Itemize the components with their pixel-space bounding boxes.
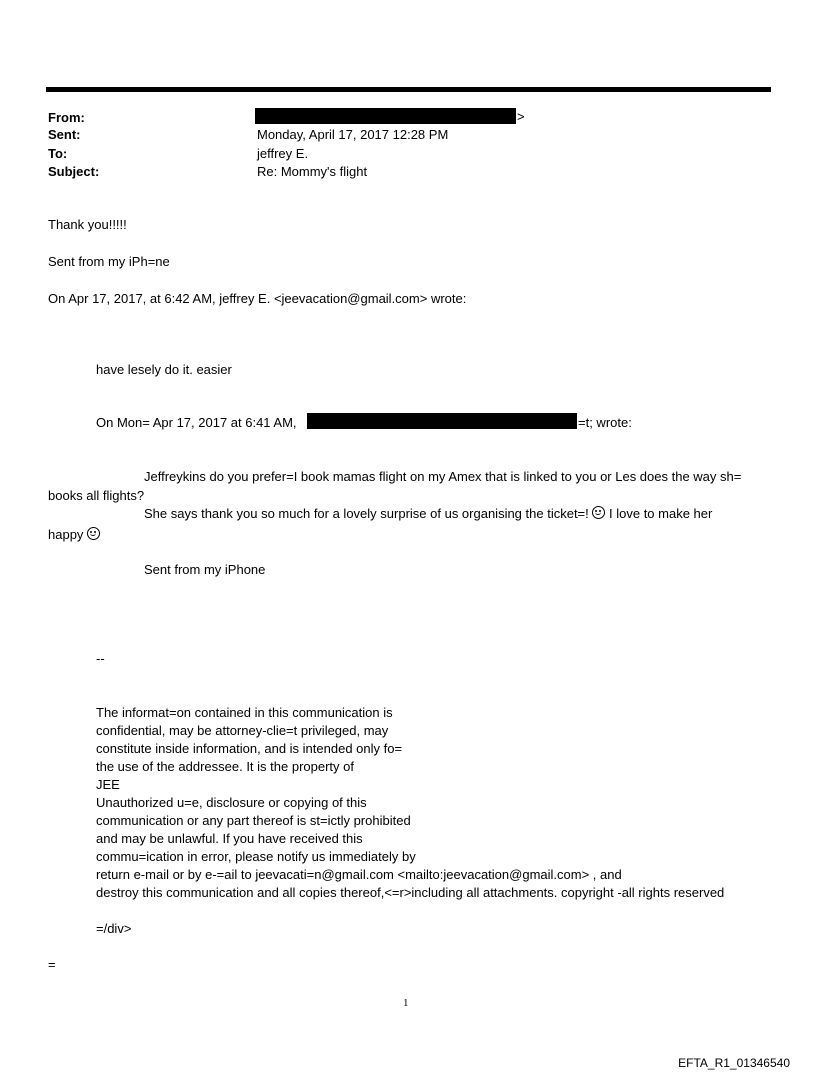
smiley-icon (87, 527, 100, 540)
subject-label: Subject: (48, 164, 100, 179)
header-rule (46, 87, 771, 92)
message-text: I love to make her (609, 506, 713, 521)
from-label: From: (48, 110, 85, 125)
div-close-line: =/div> (96, 921, 132, 936)
from-suffix: > (517, 109, 525, 124)
quote-intro-line: On Apr 17, 2017, at 6:42 AM, jeffrey E. <jeevacation@gmail.com> wrote: (48, 291, 467, 306)
disclaimer-line: communication or any part thereof is st=ictly prohibited (96, 813, 411, 828)
to-label: To: (48, 146, 68, 161)
trailing-equals: = (48, 957, 56, 972)
disclaimer-line: return e-mail or by e-=ail to jeevacati=n@gmail.com <mailto:jeevacation@gmail.com> , and (96, 867, 622, 882)
quote2-prefix: On Mon= Apr 17, 2017 at 6:41 AM, (96, 415, 297, 430)
disclaimer-line: The informat=on contained in this communication is (96, 705, 393, 720)
quote2-suffix: =t; wrote: (578, 415, 632, 430)
disclaimer-line: Unauthorized u=e, disclosure or copying of this (96, 795, 367, 810)
document-id: EFTA_R1_01346540 (678, 1056, 790, 1070)
reply-line: have lesely do it. easier (96, 362, 232, 377)
subject-value: Re: Mommy's flight (257, 164, 368, 179)
message-text: She says thank you so much for a lovely surprise of us organising the ticket=! (144, 506, 589, 521)
message-text: happy (48, 527, 84, 542)
disclaimer-line: confidential, may be attorney-clie=t privileged, may (96, 723, 389, 738)
message-line: Jeffreykins do you prefer=I book mamas flight on my Amex that is linked to you or Les does the way sh= (144, 469, 742, 484)
disclaimer-line: destroy this communication and all copies thereof,<=r>including all attachments. copyright -all rights reserved (96, 885, 725, 900)
message-line: books all flights? (48, 488, 145, 503)
message-line (48, 526, 100, 543)
sent-value: Monday, April 17, 2017 12:28 PM (257, 127, 449, 142)
thanks-line: Thank you!!!!! (48, 217, 127, 232)
disclaimer-line: the use of the addressee. It is the property of (96, 759, 354, 774)
separator: -- (96, 651, 105, 666)
signature-line: Sent from my iPh=ne (48, 254, 170, 269)
signature-line: Sent from my iPhone (144, 562, 266, 577)
page-number: 1 (403, 997, 409, 1009)
disclaimer-line: constitute inside information, and is intended only fo= (96, 741, 403, 756)
to-value: jeffrey E. (257, 146, 309, 161)
message-line (144, 505, 712, 522)
disclaimer-line: commu=ication in error, please notify us immediately by (96, 849, 416, 864)
disclaimer-line: and may be unlawful. If you have received this (96, 831, 363, 846)
redaction-box (307, 413, 577, 429)
sent-label: Sent: (48, 127, 81, 142)
redaction-box (255, 108, 516, 124)
smiley-icon (592, 506, 605, 519)
disclaimer-line: JEE (96, 777, 120, 792)
